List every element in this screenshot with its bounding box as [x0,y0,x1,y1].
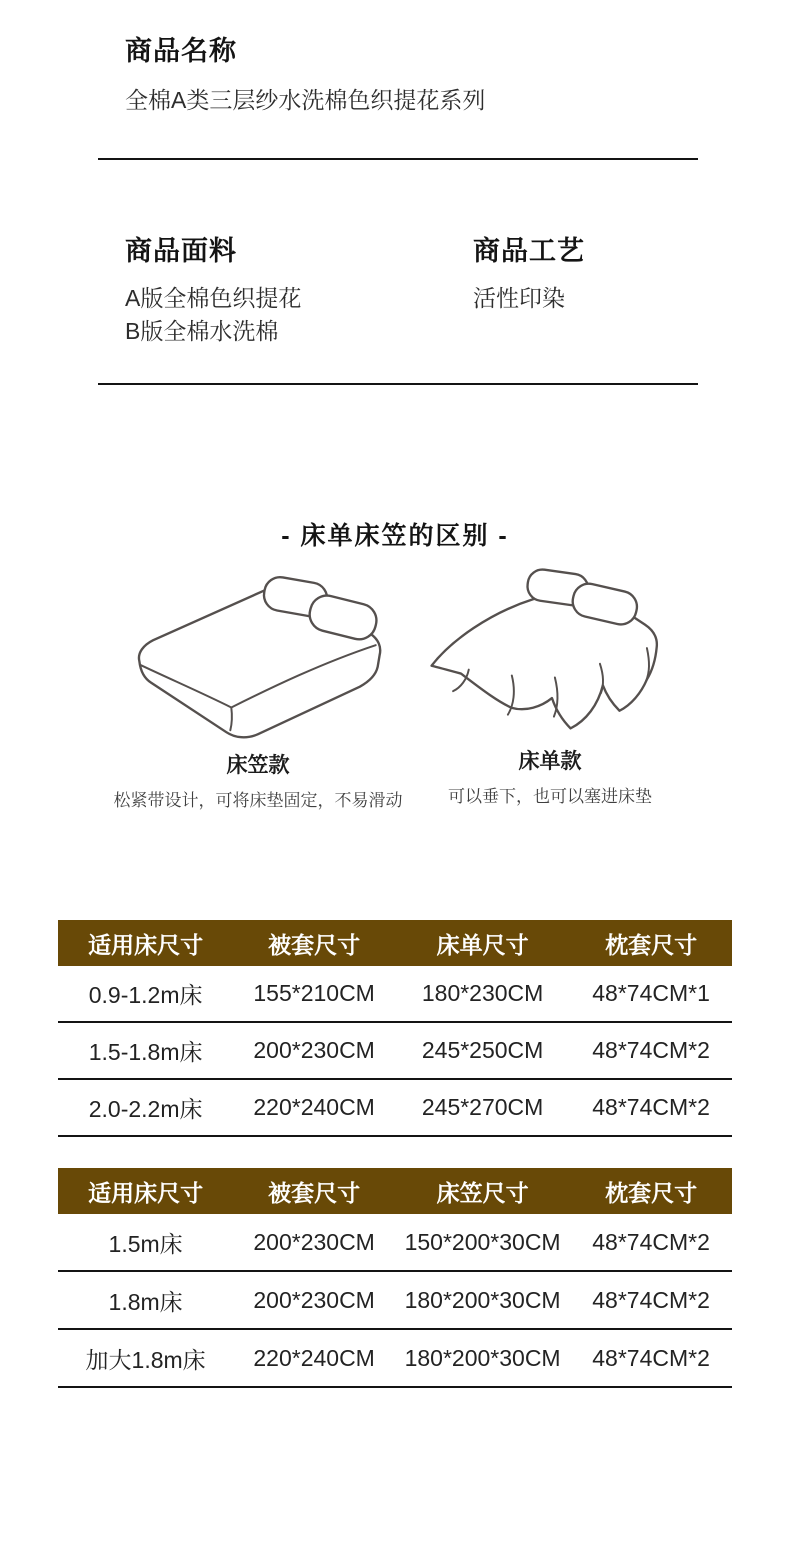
flat-sheet-name: 床单款 [518,750,582,773]
fitted-sheet-desc: 松紧带设计，可将床垫固定，不易滑动 [113,791,403,810]
column-header: 适用床尺寸 [88,931,204,958]
table-header-row [58,920,732,966]
bed-size-cell: 1.8m床 [108,1288,183,1315]
table-row [58,1272,732,1330]
sheet-size-cell: 180*230CM [421,980,544,1006]
column-header: 枕套尺寸 [605,931,698,958]
product-name-value: 全棉A类三层纱水洗棉色织提花系列 [125,87,486,113]
column-header: 适用床尺寸 [88,1179,204,1206]
duvet-size-cell: 200*230CM [253,1228,375,1255]
section-divider [98,158,698,160]
craft-section [473,236,585,315]
fabric-line-a: A版全棉色织提花 [125,285,302,311]
table-row [58,1214,732,1272]
column-header: 被套尺寸 [268,931,361,958]
craft-line: 活性印染 [473,285,565,311]
flat-sheet-column [400,560,700,807]
section-divider [98,383,698,385]
pillow-size-cell: 48*74CM*1 [592,980,710,1006]
column-header: 床笠尺寸 [436,1179,529,1206]
duvet-size-cell: 200*230CM [253,1037,375,1063]
fitted-size-cell: 180*200*30CM [404,1286,561,1313]
column-header: 枕套尺寸 [605,1179,698,1206]
fitted-sheet-name: 床笠款 [226,754,290,777]
fitted-sheet-bed-icon [118,570,398,748]
product-name-section [125,36,485,117]
pillow-size-cell: 48*74CM*2 [592,1228,710,1255]
fitted-size-cell: 150*200*30CM [404,1228,561,1255]
column-header: 床单尺寸 [436,931,529,958]
pillow-size-cell: 48*74CM*2 [592,1094,710,1120]
flat-sheet-bed-icon [415,560,685,746]
fabric-title: 商品面料 [125,236,237,266]
duvet-size-cell: 220*240CM [253,1344,375,1371]
pillow-size-cell: 48*74CM*2 [592,1037,710,1063]
table-row [58,966,732,1023]
sheet-size-table [58,920,732,1137]
table-row [58,1080,732,1137]
sheet-size-cell: 245*270CM [421,1094,544,1120]
fabric-line-b: B版全棉水洗棉 [125,318,279,344]
column-header: 被套尺寸 [268,1179,361,1206]
craft-title: 商品工艺 [473,236,585,266]
duvet-size-cell: 200*230CM [253,1286,375,1313]
bed-size-cell: 2.0-2.2m床 [88,1096,203,1122]
bed-size-cell: 1.5m床 [108,1230,183,1257]
duvet-size-cell: 155*210CM [253,980,375,1006]
table-row [58,1023,732,1080]
diagram-title: - 床单床笠的区别 - [281,522,509,550]
bed-size-cell: 0.9-1.2m床 [88,982,203,1008]
duvet-size-cell: 220*240CM [253,1094,375,1120]
bed-size-cell: 1.5-1.8m床 [88,1039,203,1065]
table-row [58,1330,732,1388]
flat-sheet-desc: 可以垂下，也可以塞进床垫 [448,787,652,806]
pillow-size-cell: 48*74CM*2 [592,1286,710,1313]
table-header-row [58,1168,732,1214]
fitted-sheet-column [103,570,413,811]
sheet-size-cell: 245*250CM [421,1037,544,1063]
pillow-size-cell: 48*74CM*2 [592,1344,710,1371]
fabric-section [125,236,301,348]
bed-size-cell: 加大1.8m床 [85,1346,206,1373]
fitted-size-table [58,1168,732,1388]
fitted-size-cell: 180*200*30CM [404,1344,561,1371]
product-name-title: 商品名称 [125,36,237,66]
